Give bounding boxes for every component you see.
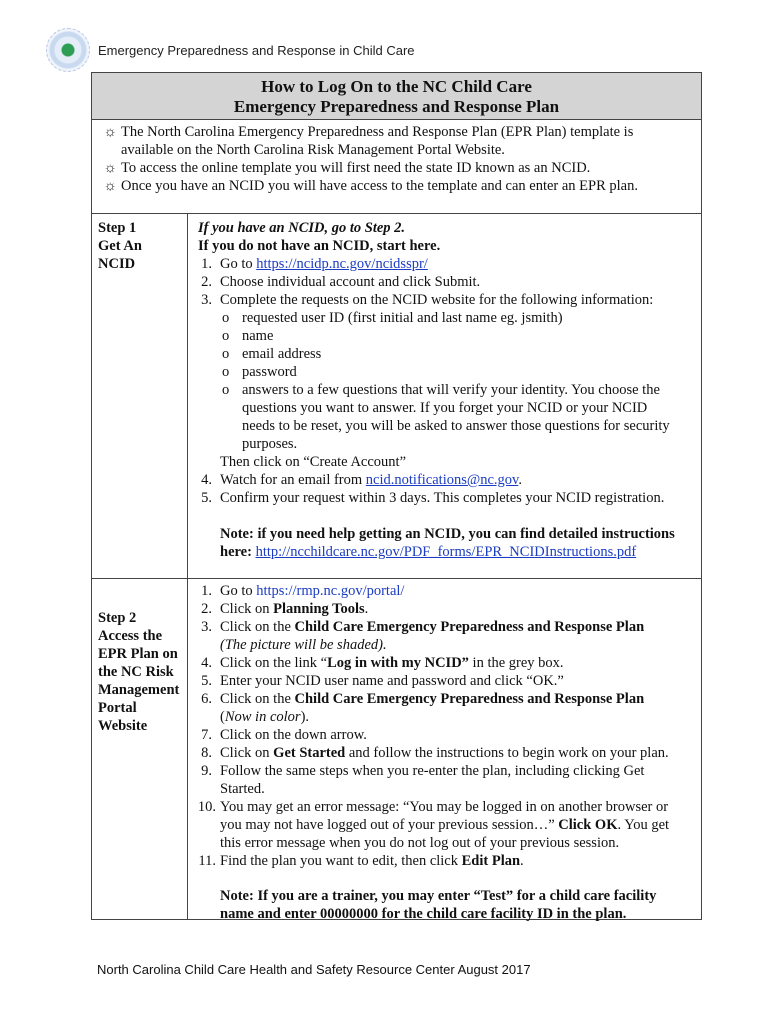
- sub-item: password: [242, 364, 297, 380]
- item-text: (: [220, 709, 225, 725]
- item-italic: Now in color: [224, 709, 301, 725]
- list-number: 5.: [201, 490, 212, 506]
- intro-section: [92, 120, 701, 214]
- item-text: Find the plan you want to edit, then click: [220, 853, 462, 869]
- list-item: [220, 690, 644, 708]
- sun-bullet-icon: ☼: [103, 160, 117, 176]
- item-text: Go to: [220, 583, 257, 599]
- list-number: 4.: [201, 655, 212, 671]
- list-item: [220, 654, 564, 672]
- list-item-cont: (The picture will be shaded).: [220, 637, 387, 653]
- item-text: Click on the link “: [220, 655, 328, 671]
- list-item-cont: [220, 816, 669, 834]
- step2-label-line: Step 2: [98, 610, 137, 626]
- instructions-table: [91, 72, 702, 920]
- sub-item: email address: [242, 346, 322, 362]
- list-number: 9.: [201, 763, 212, 779]
- intro-line: The North Carolina Emergency Preparedness and Response Plan (EPR Plan) template is: [121, 124, 634, 140]
- step1-if-have: If you have an NCID, go to Step 2.: [198, 220, 406, 236]
- sub-item: questions you want to answer. If you forget your NCID or your NCID: [242, 400, 648, 416]
- note-text: here:: [220, 544, 256, 560]
- step2-label-line: EPR Plan on: [98, 646, 178, 662]
- list-item: Complete the requests on the NCID website for the following information:: [220, 292, 654, 308]
- list-number: 2.: [201, 274, 212, 290]
- item-bold: Log in with my NCID”: [327, 655, 469, 671]
- step1-label-line: Step 1: [98, 220, 137, 236]
- item-text: .: [518, 472, 522, 488]
- row-divider: [92, 578, 701, 579]
- list-item: Enter your NCID user name and password and click “OK.”: [220, 673, 564, 689]
- sun-bullet-icon: ☼: [103, 124, 117, 140]
- list-number: 8.: [201, 745, 212, 761]
- list-number: 1.: [201, 583, 212, 599]
- item-text: Click on: [220, 745, 274, 761]
- list-item: [220, 582, 404, 600]
- column-divider: [187, 213, 188, 919]
- header-text: Emergency Preparedness and Response in Child Care: [98, 43, 415, 58]
- list-item: [220, 618, 644, 636]
- title-line-2: Emergency Preparedness and Response Plan: [233, 97, 560, 116]
- page-title: [92, 73, 701, 120]
- step1-if-not: If you do not have an NCID, start here.: [198, 238, 441, 254]
- item-text: Watch for an email from: [220, 472, 366, 488]
- list-number: 4.: [201, 472, 212, 488]
- list-number: 7.: [201, 727, 212, 743]
- step2-note: name and enter 00000000 for the child care facility ID in the plan.: [220, 906, 627, 922]
- item-bold: Get Started: [273, 745, 346, 761]
- list-number: 6.: [201, 691, 212, 707]
- list-item: Choose individual account and click Submit.: [220, 274, 481, 290]
- list-item: [220, 600, 368, 618]
- item-text: Click on the: [220, 619, 295, 635]
- item-bold: Edit Plan: [461, 853, 521, 869]
- sub-item: answers to a few questions that will verify your identity. You choose the: [242, 382, 660, 398]
- item-bold: Child Care Emergency Preparedness and Response Plan: [294, 619, 645, 635]
- step2-label-line: the NC Risk: [98, 664, 174, 680]
- step1-note: [220, 543, 636, 561]
- list-item-cont: [220, 708, 309, 726]
- page-header: [44, 28, 724, 72]
- ncid-instructions-link[interactable]: http://ncchildcare.nc.gov/PDF_forms/EPR_NCIDInstructions.pdf: [255, 544, 637, 560]
- item-text: you may not have logged out of your previous session…”: [220, 817, 559, 833]
- resource-center-logo: [46, 28, 90, 72]
- step1-note: Note: if you need help getting an NCID, you can find detailed instructions: [220, 526, 675, 542]
- item-text: ).: [300, 709, 310, 725]
- list-number: 11.: [198, 853, 216, 869]
- item-bold: Click OK: [558, 817, 618, 833]
- title-line-1: How to Log On to the NC Child Care: [261, 77, 532, 96]
- list-number: 3.: [201, 619, 212, 635]
- rmp-portal-link[interactable]: https://rmp.nc.gov/portal/: [256, 583, 405, 599]
- step2-label-line: Management: [98, 682, 180, 698]
- item-text: Click on the: [220, 691, 295, 707]
- item-text: . You get: [617, 817, 670, 833]
- sun-bullet-icon: ☼: [103, 178, 117, 194]
- step1-label-line: Get An: [98, 238, 142, 254]
- step1-label: [98, 219, 142, 273]
- sub-item: requested user ID (first initial and last name eg. jsmith): [242, 310, 563, 326]
- intro-line: To access the online template you will first need the state ID known as an NCID.: [121, 160, 591, 176]
- sub-bullet: o: [222, 346, 230, 362]
- list-item-cont: this error message when you do not log out of your previous session.: [220, 835, 620, 851]
- list-item: Confirm your request within 3 days. This completes your NCID registration.: [220, 490, 665, 506]
- item-text: and follow the instructions to begin work on your plan.: [345, 745, 669, 761]
- list-item: [220, 255, 428, 273]
- list-number: 5.: [201, 673, 212, 689]
- ncid-email-link[interactable]: ncid.notifications@nc.gov: [365, 472, 519, 488]
- item-bold: Planning Tools: [273, 601, 365, 617]
- list-number: 3.: [201, 292, 212, 308]
- item-text: .: [364, 601, 369, 617]
- list-item: You may get an error message: “You may be logged in on another browser or: [220, 799, 669, 815]
- item-text: Click on: [220, 601, 274, 617]
- intro-line: Once you have an NCID you will have access to the template and can enter an EPR plan.: [121, 178, 638, 194]
- list-number: 2.: [201, 601, 212, 617]
- ncid-signup-link[interactable]: https://ncidp.nc.gov/ncidsspr/: [256, 256, 428, 272]
- list-item: [220, 471, 522, 489]
- item-text: Go to: [220, 256, 257, 272]
- list-item: Click on the down arrow.: [220, 727, 367, 743]
- intro-line: available on the North Carolina Risk Management Portal Website.: [121, 142, 505, 158]
- sub-item: needs to be reset, you will be asked to answer those questions for security: [242, 418, 670, 434]
- sub-bullet: o: [222, 382, 230, 398]
- list-number: 10.: [197, 799, 216, 815]
- item-bold: Child Care Emergency Preparedness and Response Plan: [294, 691, 645, 707]
- step2-label: [98, 609, 179, 735]
- sub-bullet: o: [222, 328, 230, 344]
- list-item-cont: Started.: [220, 781, 265, 797]
- step2-label-line: Access the: [98, 628, 163, 644]
- step2-label-line: Portal: [98, 700, 137, 716]
- step2-label-line: Website: [98, 718, 148, 734]
- list-item: Follow the same steps when you re-enter the plan, including clicking Get: [220, 763, 645, 779]
- item-text: .: [520, 853, 524, 869]
- item-text: in the grey box.: [468, 655, 564, 671]
- page-footer: North Carolina Child Care Health and Safety Resource Center August 2017: [97, 962, 531, 977]
- list-number: 1.: [201, 256, 212, 272]
- sub-item: name: [242, 328, 274, 344]
- step1-label-line: NCID: [98, 256, 136, 272]
- step2-note: Note: If you are a trainer, you may enter “Test” for a child care facility: [220, 888, 657, 904]
- sub-bullet: o: [222, 364, 230, 380]
- list-item: [220, 852, 524, 870]
- create-account-line: Then click on “Create Account”: [220, 454, 407, 470]
- list-item: [220, 744, 669, 762]
- sub-item: purposes.: [242, 436, 298, 452]
- sub-bullet: o: [222, 310, 230, 326]
